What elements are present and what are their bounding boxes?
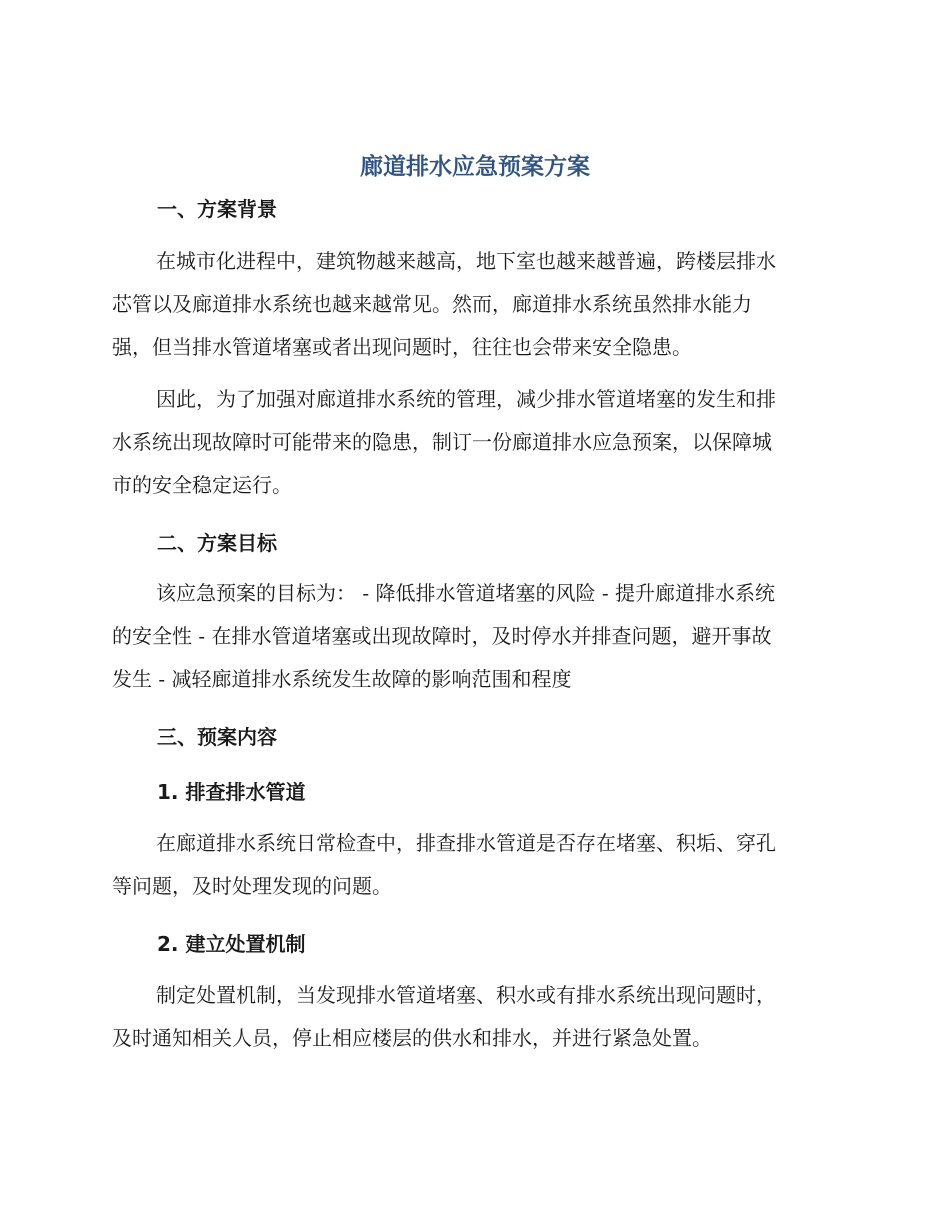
paragraph-line: 发生 - 减轻廊道排水系统发生故障的影响范围和程度 — [112, 667, 572, 691]
section-heading-goals: 二、方案目标 — [157, 531, 277, 555]
paragraph-background-1 — [112, 240, 828, 369]
paragraph-line: 芯管以及廊道排水系统也越来越常见。然而，廊道排水系统虽然排水能力 — [112, 292, 752, 316]
paragraph-line: 及时通知相关人员，停止相应楼层的供水和排水，并进行紧急处置。 — [112, 1026, 712, 1050]
paragraph-line: 的安全性 - 在排水管道堵塞或出现故障时，及时停水并排查问题，避开事故 — [112, 624, 772, 648]
paragraph-line: 该应急预案的目标为： - 降低排水管道堵塞的风险 - 提升廊道排水系统 — [156, 581, 775, 605]
paragraph-background-2 — [112, 378, 828, 507]
paragraph-line: 在城市化进程中，建筑物越来越高，地下室也越来越普遍，跨楼层排水 — [156, 249, 776, 273]
section-heading-background: 一、方案背景 — [157, 197, 277, 221]
paragraph-mechanism — [112, 974, 828, 1060]
subsection-heading-inspect: 1. 排查排水管道 — [157, 780, 306, 804]
paragraph-line: 强，但当排水管道堵塞或者出现问题时，往往也会带来安全隐患。 — [112, 335, 692, 359]
paragraph-line: 市的安全稳定运行。 — [112, 473, 292, 497]
document-title: 廊道排水应急预案方案 — [360, 154, 590, 180]
subsection-heading-mechanism: 2. 建立处置机制 — [157, 932, 306, 956]
paragraph-line: 在廊道排水系统日常检查中，排查排水管道是否存在堵塞、积垢、穿孔 — [156, 831, 776, 855]
section-heading-content: 三、预案内容 — [157, 725, 277, 749]
paragraph-line: 水系统出现故障时可能带来的隐患，制订一份廊道排水应急预案，以保障城 — [112, 430, 772, 454]
paragraph-line: 因此，为了加强对廊道排水系统的管理，减少排水管道堵塞的发生和排 — [156, 387, 776, 411]
paragraph-goals — [112, 572, 828, 701]
paragraph-inspect — [112, 822, 828, 908]
paragraph-line: 制定处置机制，当发现排水管道堵塞、积水或有排水系统出现问题时， — [156, 983, 776, 1007]
paragraph-line: 等问题，及时处理发现的问题。 — [112, 874, 392, 898]
